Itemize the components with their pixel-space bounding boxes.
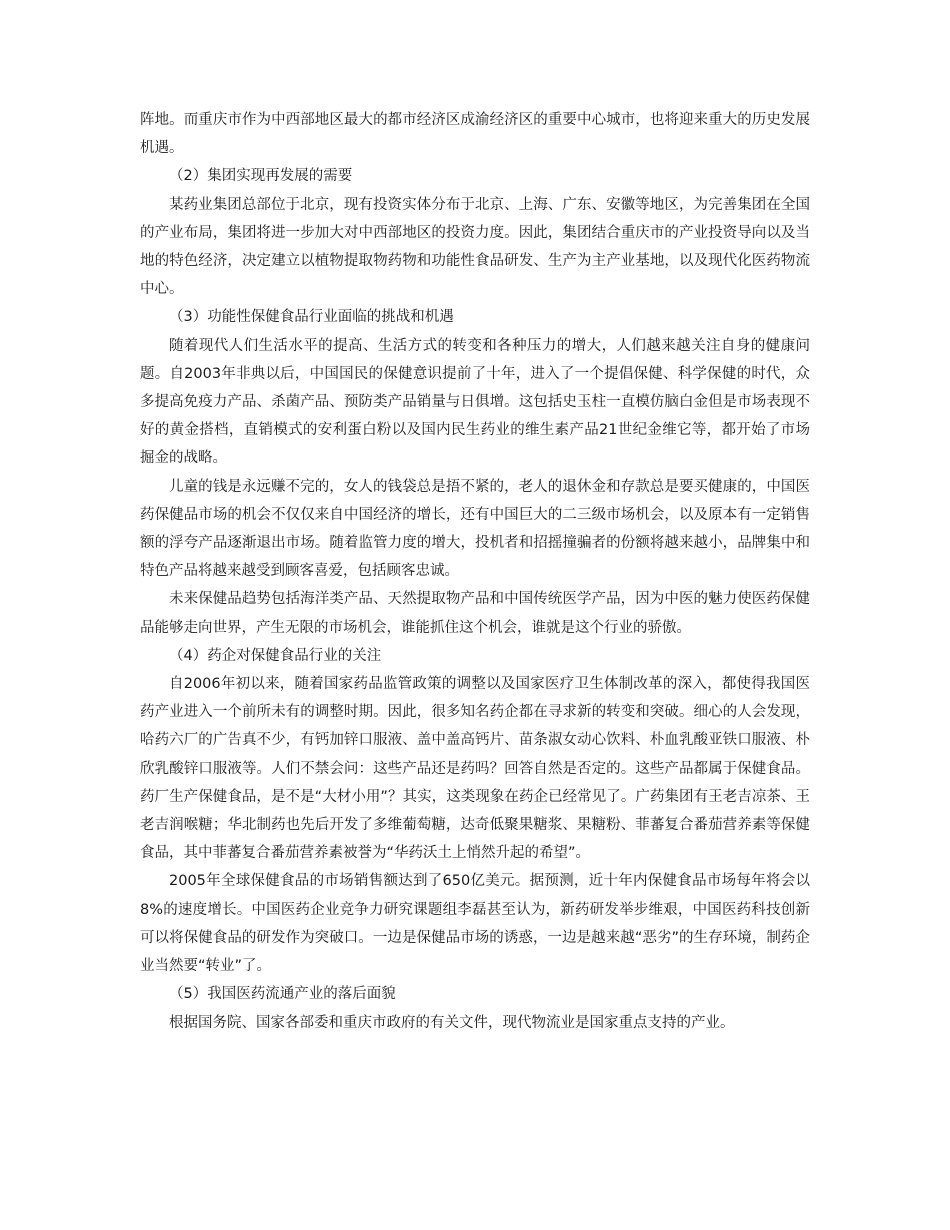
body-paragraph: 随着现代人们生活水平的提高、生活方式的转变和各种压力的增大，人们越来越关注自身的健康问题。自2003年非典以后，中国国民的保健意识提前了十年，进入了一个提倡保健、科学保健的时代，众多提高免疫力产品、杀菌产品、预防类产品销量与日俱增。这包括史玉柱一直模仿脑白金但是市场表现不好的黄金搭档，直销模式的安利蛋白粉以及国内民生药业的维生素产品21世纪金维它等，都开始了市场掘金的战略。 — [140, 337, 810, 467]
body-paragraph: 阵地。而重庆市作为中西部地区最大的都市经济区成渝经济区的重要中心城市，也将迎来重大的历史发展机遇。 — [140, 112, 810, 157]
body-paragraph: 根据国务院、国家各部委和重庆市政府的有关文件，现代物流业是国家重点支持的产业。 — [169, 1014, 735, 1031]
section-heading: （2）集团实现再发展的需要 — [169, 168, 353, 185]
section-heading: （5）我国医药流通产业的落后面貌 — [169, 986, 396, 1003]
section-heading: （3）功能性保健食品行业面临的挑战和机遇 — [169, 309, 454, 326]
body-paragraph: 儿童的钱是永远赚不完的，女人的钱袋总是捂不紧的，老人的退休金和存款总是要买健康的，中国医药保健品市场的机会不仅仅来自中国经济的增长，还有中国巨大的二三级市场机会，以及原本有一定销售额的浮夸产品逐渐退出市场。随着监管力度的增大，投机者和招摇撞骗者的份额将越来越小，品牌集中和特色产品将越来越受到顾客喜爱，包括顾客忠诚。 — [140, 478, 810, 580]
body-paragraph: 自2006年初以来，随着国家药品监管政策的调整以及国家医疗卫生体制改革的深入，都使得我国医药产业进入一个前所未有的调整时期。因此，很多知名药企都在寻求新的转变和突破。细心的人会发现，哈药六厂的广告真不少，有钙加锌口服液、盖中盖高钙片、苗条淑女动心饮料、朴血乳酸亚铁口服液、朴欣乳酸锌口服液等。人们不禁会问：这些产品还是药吗？回答自然是否定的。这些产品都属于保健食品。药厂生产保健食品，是不是“大材小用”？其实，这类现象在药企已经常见了。广药集团有王老吉凉茶、王老吉润喉糖；华北制药也先后开发了多维葡萄糖，达奇低聚果糖浆、果糖粉、菲蕃复合番茄营养素等保健食品，其中菲蕃复合番茄营养素被誉为“华药沃土上悄然升起的希望”。 — [140, 676, 810, 862]
document-page — [140, 106, 810, 1037]
body-paragraph: 某药业集团总部位于北京，现有投资实体分布于北京、上海、广东、安徽等地区，为完善集团在全国的产业布局，集团将进一步加大对中西部地区的投资力度。因此，集团结合重庆市的产业投资导向以及当地的特色经济，决定建立以植物提取物药物和功能性食品研发、生产为主产业基地，以及现代化医药物流中心。 — [140, 196, 810, 298]
body-paragraph: 2005年全球保健食品的市场销售额达到了650亿美元。据预测，近十年内保健食品市场每年将会以8%的速度增长。中国医药企业竞争力研究课题组李磊甚至认为，新药研发举步维艰，中国医药科技创新可以将保健食品的研发作为突破口。一边是保健品市场的诱惑，一边是越来越“恶劣”的生存环境，制药企业当然要“转业”了。 — [140, 873, 810, 975]
section-heading: （4）药企对保健食品行业的关注 — [169, 647, 382, 664]
body-paragraph: 未来保健品趋势包括海洋类产品、天然提取物产品和中国传统医学产品，因为中医的魅力使医药保健品能够走向世界，产生无限的市场机会，谁能抓住这个机会，谁就是这个行业的骄傲。 — [140, 591, 810, 636]
